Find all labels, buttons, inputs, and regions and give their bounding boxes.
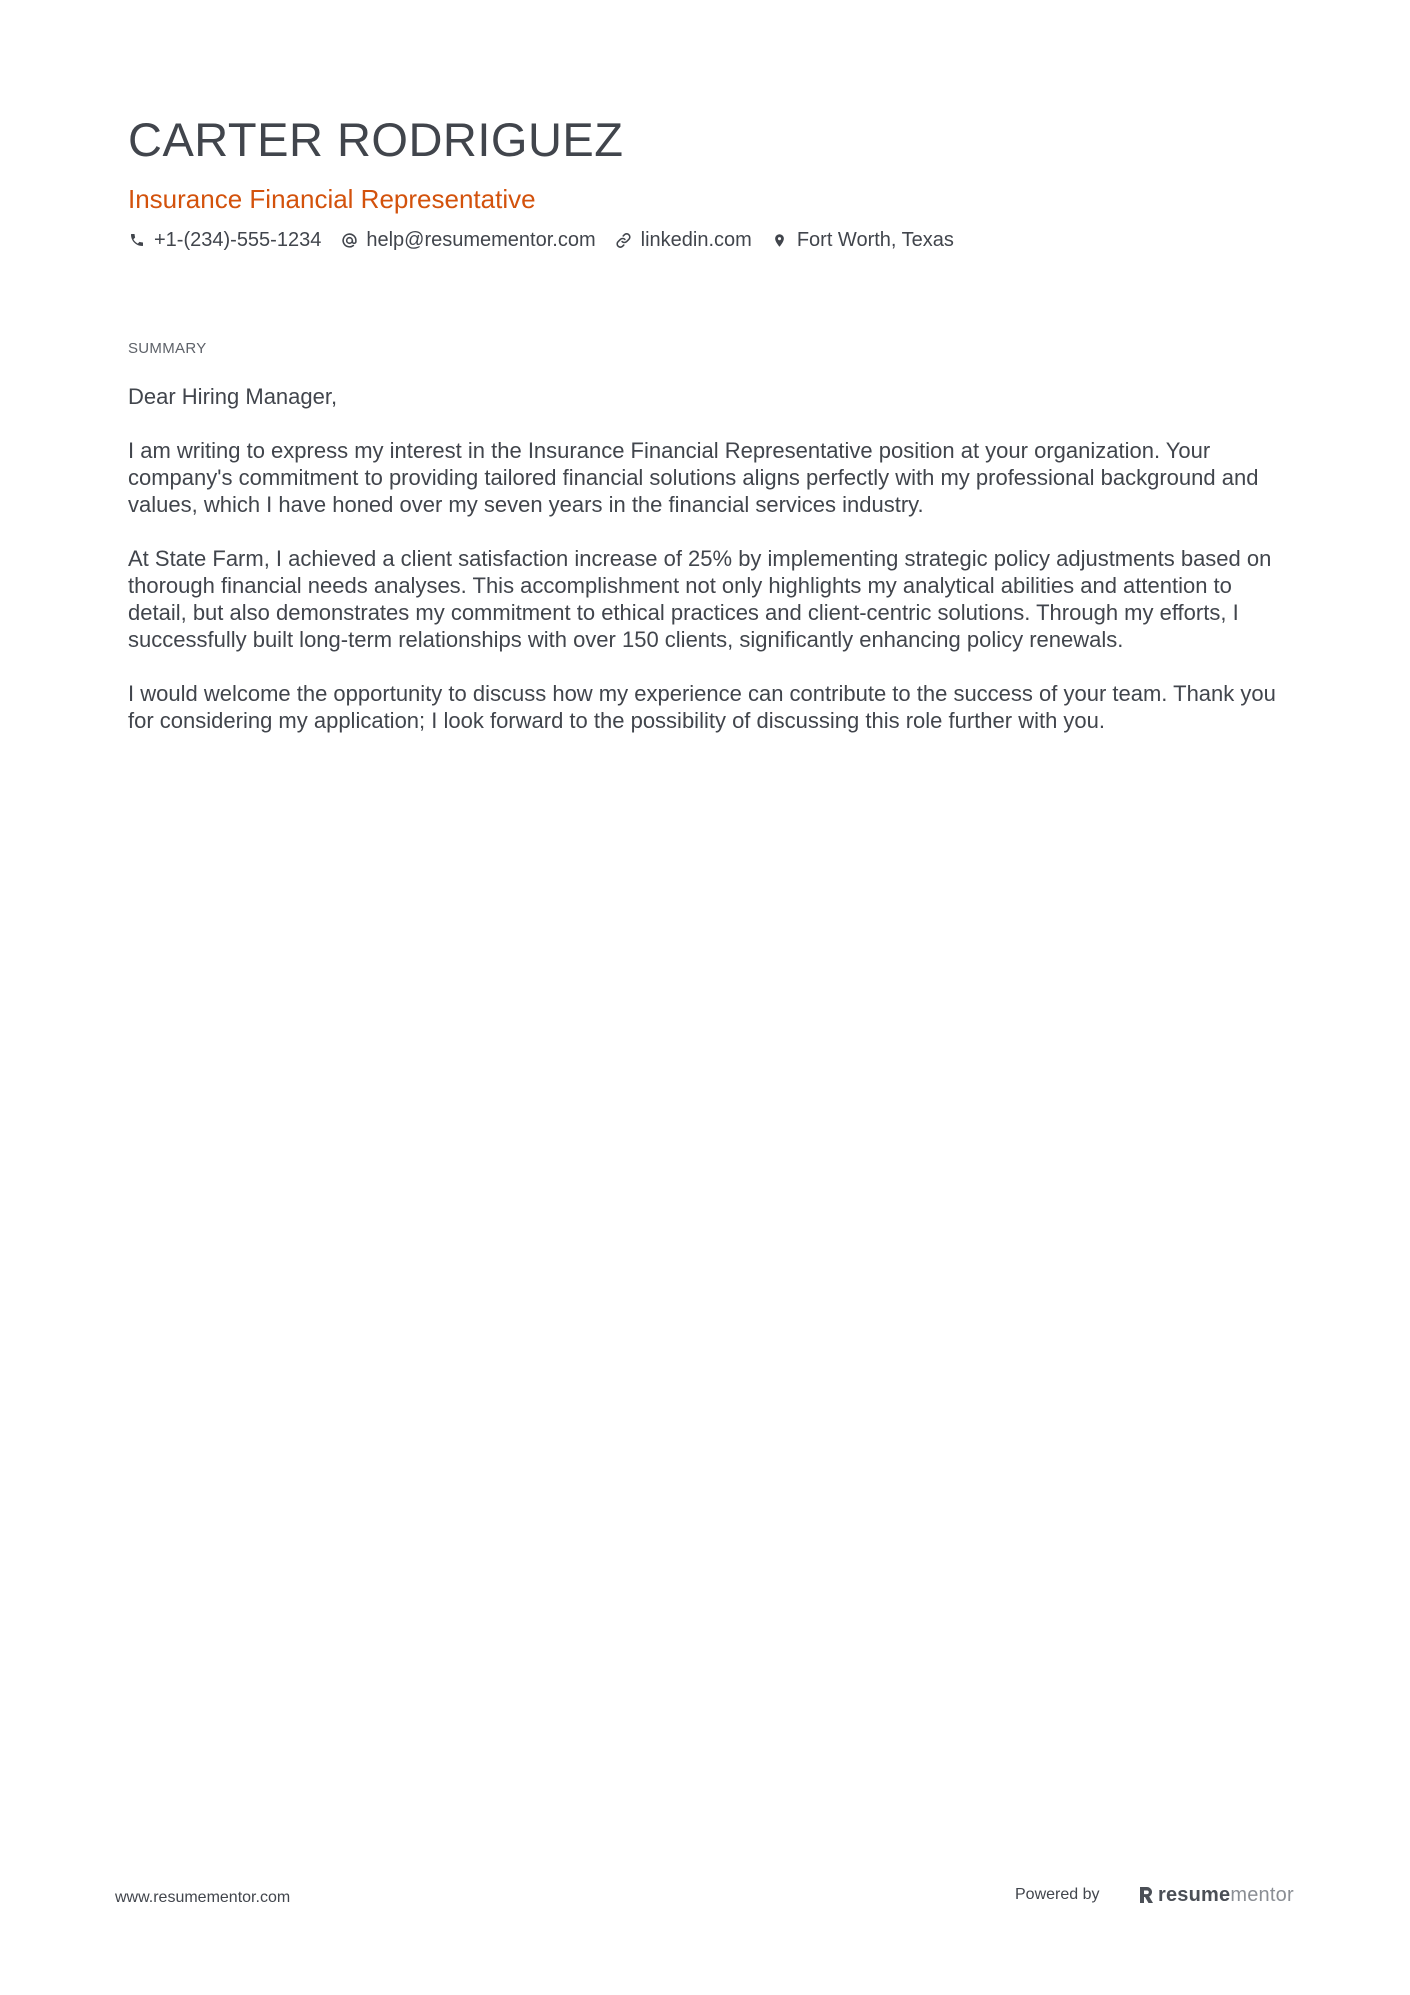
- letter-body: [128, 383, 1288, 761]
- contact-info: [128, 227, 973, 253]
- salutation: Dear Hiring Manager,: [128, 384, 338, 409]
- letter-paragraph: At State Farm, I achieved a client satisfaction increase of 25% by implementing strategic policy adjustments based on thorough financial needs analyses. This accomplishment not only highlights my analytical abilities and attention to detail, but also demonstrates my commitment to ethical practices and client-centric solutions. Through my efforts, I successfully built long-term relationships with over 150 clients, significantly enhancing policy renewals.: [128, 546, 1272, 652]
- location-pin-icon: [771, 231, 789, 249]
- letter-paragraph: I would welcome the opportunity to discuss how my experience can contribute to the success of your team. Thank you for considering my application; I look forward to the possibility of discussing this role further with you.: [128, 681, 1276, 733]
- location-text: Fort Worth, Texas: [796, 228, 954, 251]
- powered-by-label: Powered by: [1015, 1886, 1100, 1903]
- brand-logo[interactable]: [1138, 1882, 1294, 1908]
- resumementor-logo-icon: [1138, 1885, 1154, 1905]
- contact-email: [340, 229, 595, 252]
- website-link[interactable]: linkedin.com: [640, 228, 752, 251]
- letter-paragraph: I am writing to express my interest in the Insurance Financial Representative position at your organization. Your company's commitment to providing tailored financial solutions aligns perfectly with my professional background and values, which I have honed over my seven years in the financial services industry.: [128, 438, 1259, 517]
- brand-wordmark-light: mentor: [1230, 1883, 1294, 1906]
- section-heading-summary: SUMMARY: [128, 340, 207, 357]
- job-title: Insurance Financial Representative: [128, 184, 536, 214]
- phone-number: +1-(234)-555-1234: [154, 228, 322, 251]
- contact-website: [615, 229, 752, 252]
- contact-phone: [128, 229, 321, 252]
- at-icon: [340, 231, 358, 249]
- link-icon: [615, 231, 633, 249]
- brand-wordmark-bold: resume: [1158, 1883, 1231, 1906]
- footer-website-link[interactable]: www.resumementor.com: [115, 1889, 291, 1906]
- contact-location: [771, 229, 954, 252]
- email-address[interactable]: help@resumementor.com: [366, 228, 596, 251]
- phone-icon: [128, 231, 146, 249]
- brand-wordmark: [1158, 1884, 1294, 1907]
- candidate-name: CARTER RODRIGUEZ: [128, 113, 624, 166]
